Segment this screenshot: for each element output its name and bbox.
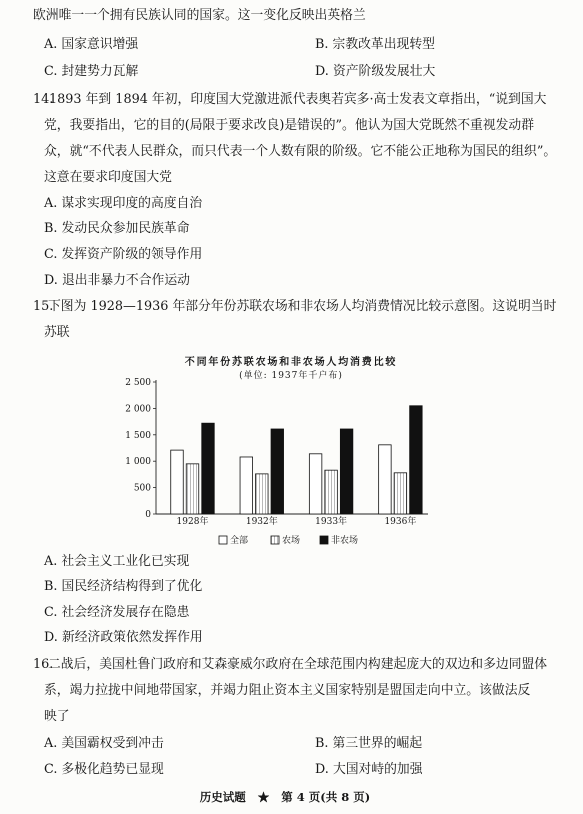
legend-label-nonfarm: 非农场 — [331, 536, 359, 546]
q13-stem-line: 欧洲唯一一个拥有民族认同的国家。这一变化反映出英格兰 — [33, 8, 366, 23]
bar-nonfarm-1933 — [340, 429, 353, 514]
bar-all-1932 — [240, 457, 253, 514]
q16-stem-line: 系，竭力拉拢中间地带国家，并竭力阻止资本主义国家特别是盟国走向中立。该做法反 — [44, 683, 531, 698]
q16-option-c: C. 多极化趋势已显现 — [44, 762, 164, 777]
bar-all-1928 — [171, 450, 184, 514]
star-icon: ★ — [257, 790, 270, 804]
y-tick-label: 0 — [145, 510, 151, 520]
q15-option-b: B. 国民经济结构得到了优化 — [44, 579, 203, 594]
q16-option-b: B. 第三世界的崛起 — [315, 736, 423, 751]
q14-stem-line: 这意在要求印度国大党 — [44, 170, 172, 185]
q16-number: 16. — [33, 657, 54, 672]
q15-option-a: A. 社会主义工业化已实现 — [44, 554, 190, 569]
bar-farm-1936 — [394, 473, 407, 514]
q14-stem-line: 1893 年到 1894 年初，印度国大党激进派代表奥若宾多·高士发表文章指出，“说到国大 — [49, 92, 547, 107]
page-footer — [0, 789, 570, 805]
y-tick-label: 1 000 — [125, 457, 151, 468]
bar-nonfarm-1936 — [410, 406, 423, 514]
legend-swatch-farm — [271, 536, 279, 544]
y-tick-label: 2 500 — [125, 378, 151, 388]
chart-subtitle: (单位: 1937年千户布) — [239, 371, 343, 381]
legend-swatch-nonfarm — [320, 536, 328, 544]
q14-number: 14. — [33, 92, 54, 107]
q14-option-b: B. 发动民众参加民族革命 — [44, 221, 190, 236]
q16-stem-line: 二战后，美国杜鲁门政府和艾森豪威尔政府在全球范围内构建起庞大的双边和多边同盟体 — [48, 657, 548, 672]
consumption-bar-chart — [0, 350, 583, 550]
y-tick-label: 500 — [133, 483, 151, 494]
x-tick-label: 1932年 — [245, 517, 278, 527]
chart-title: 不同年份苏联农场和非农场人均消费比较 — [184, 357, 398, 368]
q15-option-d: D. 新经济政策依然发挥作用 — [44, 630, 203, 645]
q14-option-d: D. 退出非暴力不合作运动 — [44, 273, 190, 288]
bar-farm-1928 — [186, 464, 199, 514]
subject-label: 历史试题 — [199, 790, 246, 804]
bar-nonfarm-1928 — [202, 423, 215, 514]
q15-stem-line: 苏联 — [44, 325, 70, 340]
q16-option-d: D. 大国对峙的加强 — [315, 762, 423, 777]
bar-all-1936 — [379, 445, 392, 514]
bar-all-1933 — [309, 454, 322, 514]
x-tick-label: 1928年 — [176, 517, 209, 527]
q16-option-a: A. 美国霸权受到冲击 — [44, 736, 164, 751]
q13-option-b: B. 宗教改革出现转型 — [315, 37, 435, 52]
x-tick-label: 1936年 — [384, 517, 417, 527]
q16-stem-line: 映了 — [44, 709, 70, 724]
legend-label-all: 全部 — [230, 536, 249, 546]
x-tick-label: 1933年 — [315, 517, 348, 527]
legend-label-farm: 农场 — [282, 536, 301, 546]
y-tick-label: 1 500 — [125, 430, 151, 441]
q13-option-a: A. 国家意识增强 — [44, 37, 139, 52]
bar-farm-1932 — [256, 474, 268, 514]
q14-option-a: A. 谋求实现印度的高度自治 — [44, 196, 203, 211]
q14-stem-line: 党，我要指出，它的目的(局限于要求改良)是错误的”。他认为国大党既然不重视发动群 — [44, 118, 535, 133]
q13-option-d: D. 资产阶级发展壮大 — [315, 64, 436, 79]
q14-option-c: C. 发挥资产阶级的领导作用 — [44, 247, 203, 262]
legend-swatch-all — [219, 536, 227, 544]
page-number: 第 4 页(共 8 页) — [281, 790, 371, 804]
q15-number: 15. — [33, 299, 54, 314]
y-tick-label: 2 000 — [125, 404, 151, 415]
q13-option-c: C. 封建势力瓦解 — [44, 64, 139, 79]
bar-farm-1933 — [325, 470, 338, 514]
q14-stem-line: 众，就“不代表人民群众，而只代表一个人数有限的阶级。它不能公正地称为国民的组织”。 — [44, 144, 557, 159]
q15-stem-line: 下图为 1928—1936 年部分年份苏联农场和非农场人均消费情况比较示意图。这说明当时 — [48, 299, 557, 314]
bar-nonfarm-1932 — [271, 429, 284, 514]
q15-option-c: C. 社会经济发展存在隐患 — [44, 605, 190, 620]
chart-marks — [125, 378, 422, 527]
legend — [219, 534, 358, 546]
